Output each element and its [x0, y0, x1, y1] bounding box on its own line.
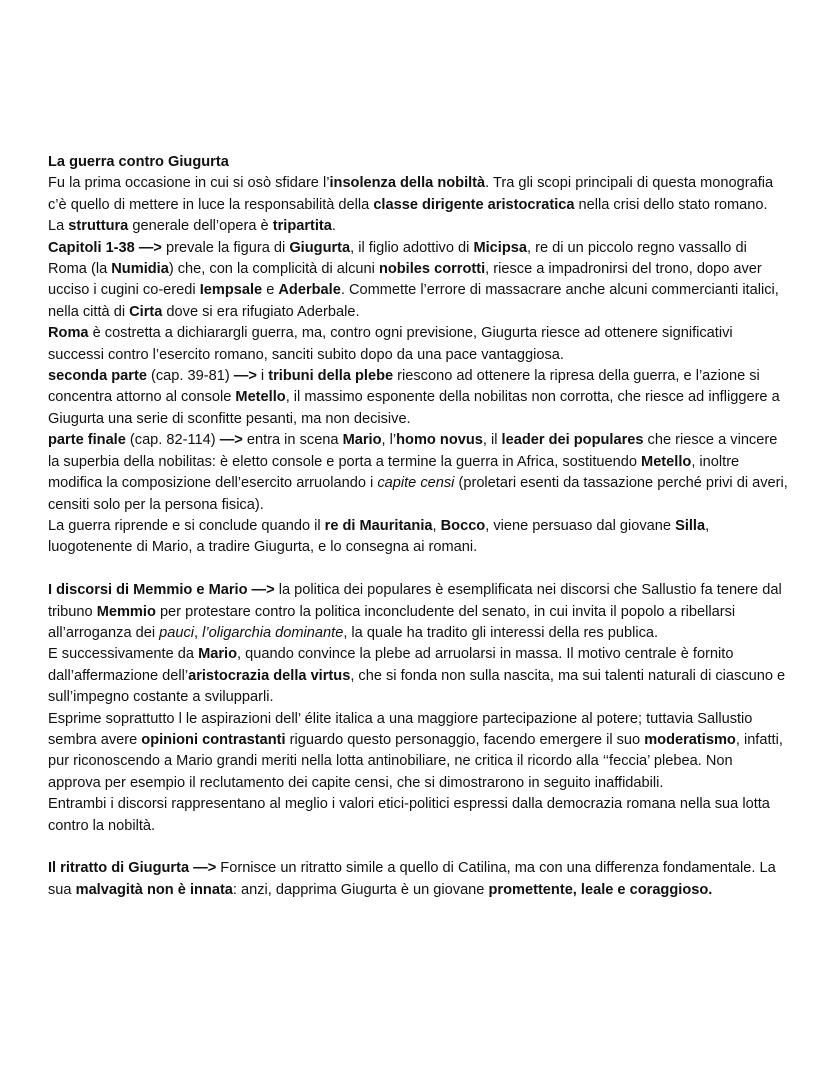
- text-run: per protestare contro la politica inconcludente del senato, in cui invita il popolo a ribellarsi all’arroganza dei: [48, 603, 736, 641]
- text-run: (cap. 82-114): [125, 432, 220, 449]
- bold-text: Mario: [198, 646, 237, 663]
- bold-text: Memmio: [96, 603, 156, 620]
- paragraph-0-1: [48, 216, 788, 237]
- paragraph-2-0: [48, 858, 788, 901]
- text-run: e: [262, 282, 279, 299]
- bold-text: opinioni contrastanti: [141, 731, 286, 748]
- text-run: , il massimo esponente della nobilitas non corrotta, che riesce ad infliggere a Giugurta una serie di sconfitte pesanti, ma non decisive.: [48, 389, 780, 427]
- text-run: E successivamente da: [48, 646, 199, 663]
- text-run: , inoltre modifica la composizione dell’esercito arruolando i: [48, 453, 740, 492]
- text-run: , la quale ha tradito gli interessi della res publica.: [343, 624, 659, 641]
- text-run: .: [331, 218, 336, 235]
- italic-text: capite censi: [377, 475, 455, 492]
- text-run: (cap. 39-81): [146, 368, 234, 385]
- bold-text: leader dei populares: [501, 432, 644, 449]
- text-run: , quando convince la plebe ad arruolarsi in massa. Il motivo centrale è fornito dall’affermazione dell’: [48, 646, 734, 684]
- text-run: entra in scena: [242, 432, 343, 449]
- paragraph-1-0: [48, 580, 788, 644]
- bold-text: Iempsale: [199, 282, 263, 299]
- text-run: Fornisce un ritratto simile a quello di Catilina, ma con una differenza fondamentale. La sua: [48, 860, 776, 898]
- page-title-text: La guerra contro Giugurta: [48, 154, 229, 170]
- bold-text: Numidia: [111, 261, 169, 278]
- bold-text: seconda parte: [48, 368, 147, 385]
- paragraph-1-1: [48, 644, 788, 708]
- text-run: i: [256, 368, 269, 385]
- text-run: riescono ad ottenere la ripresa della guerra, e l’azione si concentra attorno al console: [48, 368, 760, 406]
- text-run: , luogotenente di Mario, a tradire Giugurta, e lo consegna ai romani.: [48, 517, 710, 556]
- bold-text: Giugurta: [289, 239, 351, 256]
- text-run: dove si era rifugiato Aderbale.: [162, 303, 360, 320]
- paragraph-0-4: [48, 366, 788, 430]
- text-run: , il figlio adottivo di: [350, 239, 474, 256]
- text-run: Fu la prima occasione in cui si osò sfidare l’: [48, 175, 330, 192]
- paragraph-0-0: [48, 173, 788, 216]
- bold-text: struttura: [68, 218, 129, 235]
- bold-text: Aderbale: [278, 282, 341, 299]
- text-run: . Tra gli scopi principali di questa monografia c’è quello di mettere in luce la responsabilità della: [48, 175, 774, 213]
- document-body: [48, 173, 788, 901]
- bold-text: Metello: [641, 453, 692, 470]
- bold-text: malvagità non è innata: [75, 881, 233, 898]
- bold-text: I discorsi di Memmio e Mario —>: [48, 582, 275, 599]
- text-run: La guerra riprende e si conclude quando il: [48, 517, 325, 534]
- text-run: ,: [194, 624, 203, 641]
- text-run: (proletari esenti da tassazione perché privi di averi, censiti solo per la persona fisica).: [48, 475, 788, 513]
- bold-text: aristocrazia della virtus: [188, 667, 351, 684]
- bold-text: Metello: [235, 389, 286, 406]
- text-run: ) che, con la complicità di alcuni: [168, 261, 379, 278]
- bold-text: Capitoli 1-38 —>: [48, 239, 162, 256]
- paragraph-0-2: [48, 238, 788, 324]
- text-run: ,: [432, 517, 441, 534]
- text-run: che riesce a vincere la superbia della nobilitas: è eletto console e porta a termine la guerra in Africa, sostituendo: [48, 432, 778, 470]
- bold-text: nobiles corrotti: [378, 261, 486, 278]
- page-title: [48, 152, 788, 173]
- bold-text: parte finale: [48, 432, 126, 449]
- bold-text: —>: [219, 432, 243, 449]
- text-run: , riesce a impadronirsi del trono, dopo aver ucciso i cugini co-eredi: [48, 261, 762, 299]
- text-run: prevale la figura di: [161, 239, 290, 256]
- bold-text: tribuni della plebe: [268, 368, 394, 385]
- paragraph-0-6: [48, 516, 788, 559]
- text-run: Entrambi i discorsi rappresentano al meglio i valori etici-politici espressi dalla democrazia romana nella sua lotta contro la nobiltà.: [48, 796, 770, 834]
- text-run: la politica dei populares è esemplificata nei discorsi che Sallustio fa tenere dal tribuno: [48, 582, 782, 620]
- text-run: generale dell’opera è: [128, 218, 273, 235]
- bold-text: Silla: [675, 517, 706, 534]
- text-run: , re di un piccolo regno vassallo di Roma (la: [48, 239, 747, 278]
- paragraph-0-3: [48, 323, 788, 366]
- text-run: : anzi, dapprima Giugurta è un giovane: [232, 881, 489, 898]
- text-run: . Commette l’errore di massacrare anche alcuni commercianti italici, nella città di: [48, 282, 779, 320]
- bold-text: insolenza della nobiltà: [329, 175, 486, 192]
- paragraph-1-2: [48, 709, 788, 795]
- paragraph-0-5: [48, 430, 788, 516]
- bold-text: homo novus: [396, 432, 483, 449]
- text-run: riguardo questo personaggio, facendo emergere il suo: [285, 731, 645, 748]
- bold-text: Mario: [342, 432, 382, 449]
- bold-text: —>: [233, 368, 257, 385]
- bold-text: promettente, leale e coraggioso.: [488, 881, 713, 898]
- document-page: [48, 152, 788, 901]
- bold-text: Roma: [48, 325, 89, 342]
- text-run: La: [48, 218, 69, 235]
- bold-text: moderatismo: [644, 731, 736, 748]
- text-run: è costretta a dichiarargli guerra, ma, contro ogni previsione, Giugurta riesce ad ottenere significativi successi contro l’esercito romano, sanciti subito dopo da una pace vantaggiosa.: [48, 325, 733, 363]
- bold-text: Il ritratto di Giugurta —>: [48, 860, 217, 877]
- italic-text: pauci: [159, 624, 195, 641]
- text-run: nella crisi dello stato romano.: [574, 196, 768, 213]
- bold-text: tripartita: [272, 218, 332, 235]
- text-run: , il: [482, 432, 502, 449]
- text-run: , che si fonda non sulla nascita, ma sui talenti naturali di ciascuno e sull’impegno costante a svilupparli.: [48, 667, 786, 706]
- text-run: Esprime soprattutto l le aspirazioni dell’ élite italica a una maggiore partecipazione al potere; tuttavia Sallustio sembra avere: [48, 710, 753, 748]
- bold-text: re di Mauritania: [324, 517, 433, 534]
- text-run: , viene persuaso dal giovane: [485, 517, 676, 534]
- text-run: , infatti, pur riconoscendo a Mario grandi meriti nella lotta antinobiliare, ne critica il ricordo alla ‘‘feccia’ plebea. Non approva per esempio il reclutamento dei capite censi, che si dimostrarono in seguito inaffidabili.: [48, 731, 783, 791]
- bold-text: Bocco: [440, 517, 486, 534]
- text-run: , l’: [381, 432, 397, 449]
- bold-text: classe dirigente aristocratica: [373, 196, 575, 213]
- paragraph-1-3: [48, 794, 788, 837]
- bold-text: Cirta: [129, 303, 163, 320]
- bold-text: Micipsa: [473, 239, 527, 256]
- italic-text: l’oligarchia dominante: [202, 624, 344, 641]
